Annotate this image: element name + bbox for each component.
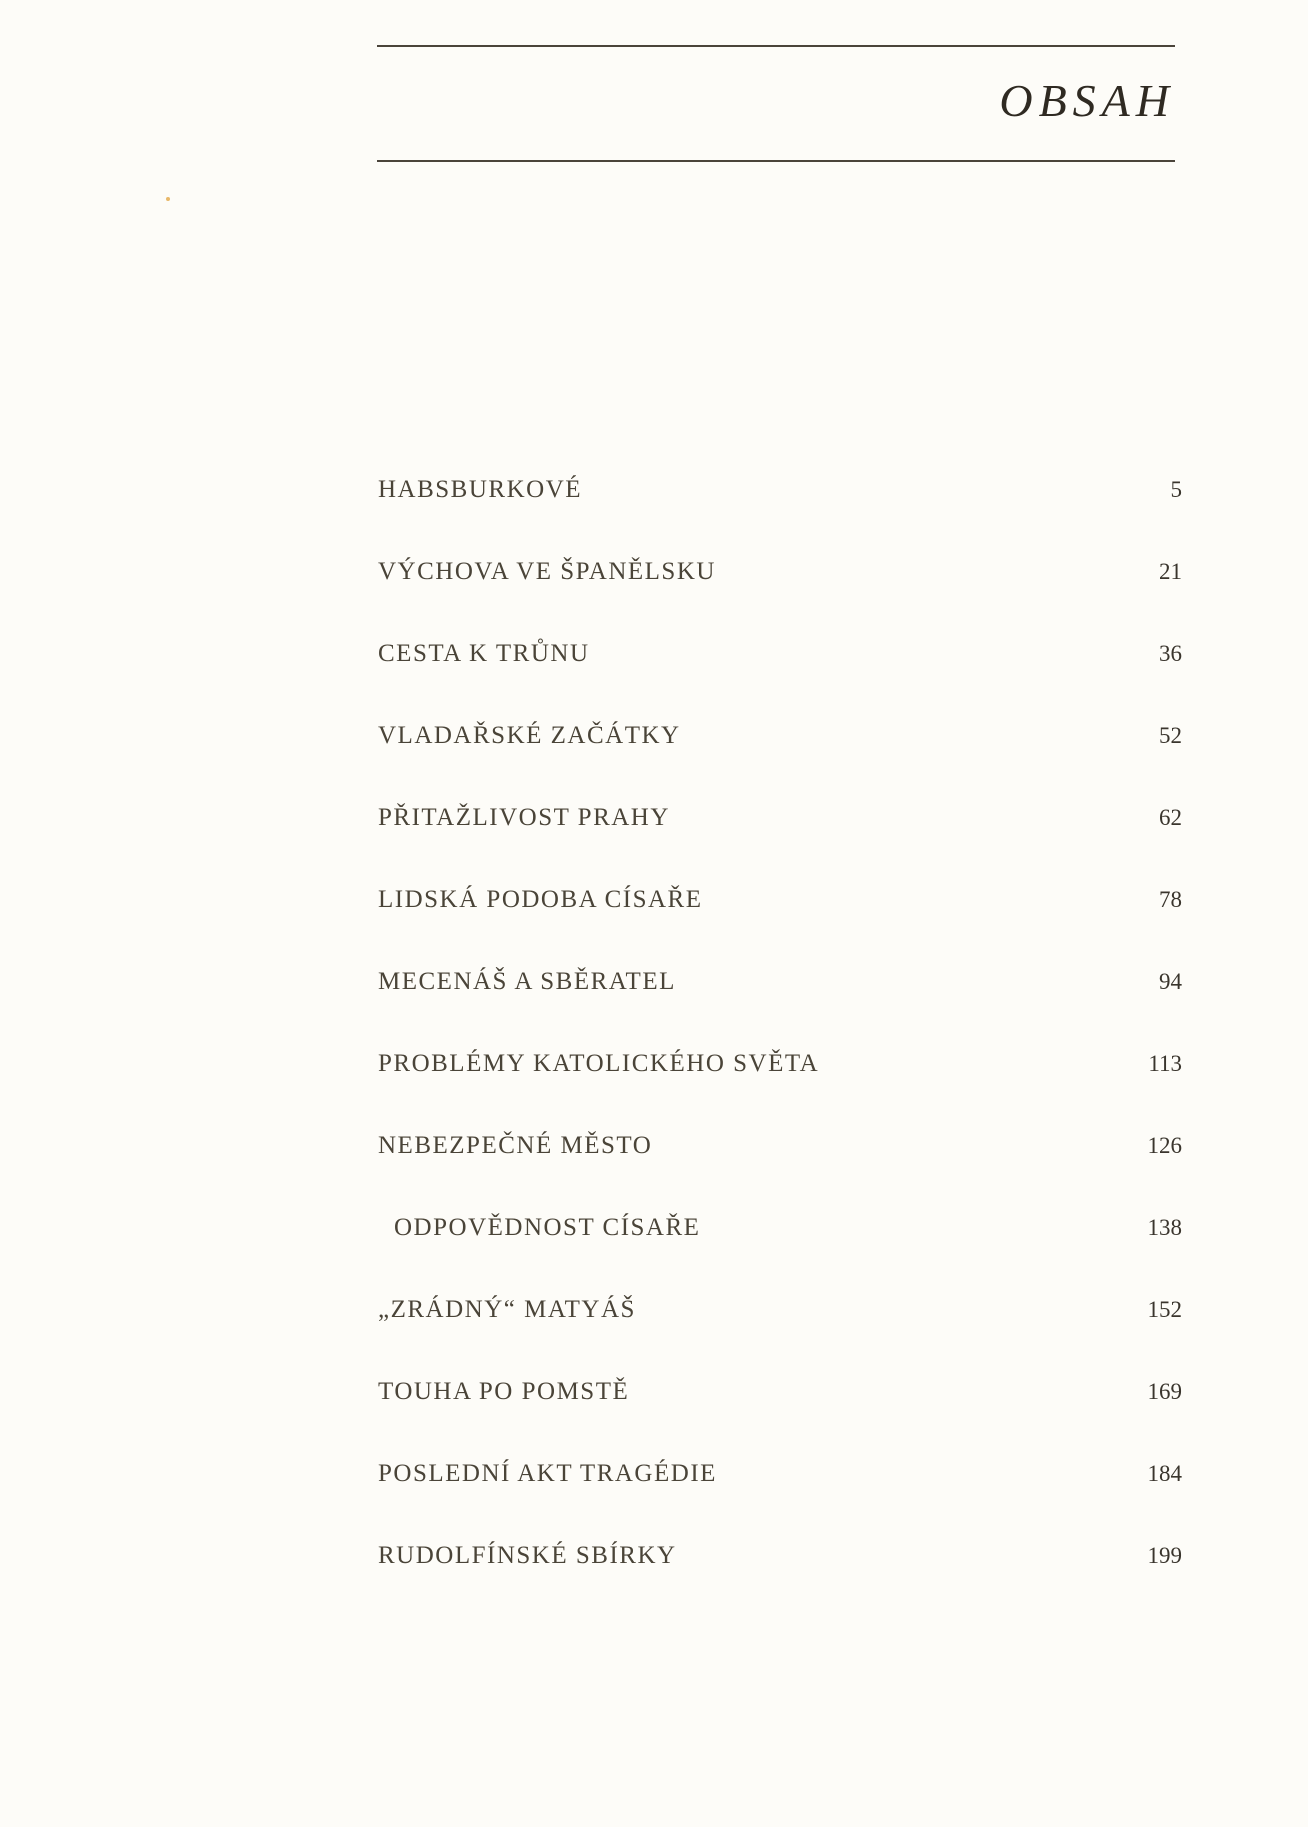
toc-entry-title: TOUHA PO POMSTĚ [378, 1378, 630, 1405]
toc-entry-page: 152 [1147, 1297, 1182, 1322]
toc-entry [378, 476, 1182, 558]
toc-entry-title: CESTA K TRŮNU [378, 640, 590, 667]
toc-entry-title: NEBEZPEČNÉ MĚSTO [378, 1132, 653, 1159]
toc-entry [378, 1296, 1182, 1378]
toc-entry-page: 78 [1159, 887, 1182, 912]
toc-entry-title: POSLEDNÍ AKT TRAGÉDIE [378, 1460, 717, 1487]
paper-speck [166, 197, 170, 201]
toc-entry-page: 62 [1159, 805, 1182, 830]
toc-entry-title: RUDOLFÍNSKÉ SBÍRKY [378, 1542, 677, 1569]
toc-entry-title: „ZRÁDNÝ“ MATYÁŠ [378, 1296, 636, 1323]
toc-entry [378, 968, 1182, 1050]
table-of-contents [378, 476, 1182, 1624]
toc-entry [378, 1378, 1182, 1460]
toc-entry-title: MECENÁŠ A SBĚRATEL [378, 968, 676, 995]
bottom-rule [377, 160, 1175, 162]
toc-entry-page: 94 [1159, 969, 1182, 994]
toc-entry-page: 126 [1147, 1133, 1182, 1158]
toc-entry-title: HABSBURKOVÉ [378, 476, 583, 503]
toc-entry-title: VÝCHOVA VE ŠPANĚLSKU [378, 558, 716, 585]
toc-entry [378, 1050, 1182, 1132]
toc-entry-page: 184 [1147, 1461, 1182, 1486]
toc-entry [378, 886, 1182, 968]
toc-entry-page: 52 [1159, 723, 1182, 748]
toc-entry [378, 558, 1182, 640]
toc-entry [378, 640, 1182, 722]
toc-entry-page: 113 [1148, 1051, 1182, 1076]
toc-entry-title: LIDSKÁ PODOBA CÍSAŘE [378, 886, 703, 913]
toc-entry-title: PROBLÉMY KATOLICKÉHO SVĚTA [378, 1050, 820, 1077]
page-title: OBSAH [999, 75, 1175, 126]
toc-entry-title: PŘITAŽLIVOST PRAHY [378, 804, 670, 831]
toc-entry [378, 1132, 1182, 1214]
toc-entry-page: 138 [1147, 1215, 1182, 1240]
toc-entry [378, 804, 1182, 886]
toc-entry [378, 1460, 1182, 1542]
toc-entry [378, 1542, 1182, 1624]
toc-entry-title: VLADAŘSKÉ ZAČÁTKY [378, 722, 681, 749]
toc-entry-page: 199 [1147, 1543, 1182, 1568]
toc-entry [378, 722, 1182, 804]
toc-entry-page: 5 [1170, 477, 1182, 502]
top-rule [377, 45, 1175, 47]
toc-entry-title: ODPOVĚDNOST CÍSAŘE [394, 1214, 701, 1241]
toc-entry-page: 36 [1159, 641, 1182, 666]
toc-entry [378, 1214, 1182, 1296]
toc-entry-page: 169 [1147, 1379, 1182, 1404]
toc-entry-page: 21 [1159, 559, 1182, 584]
